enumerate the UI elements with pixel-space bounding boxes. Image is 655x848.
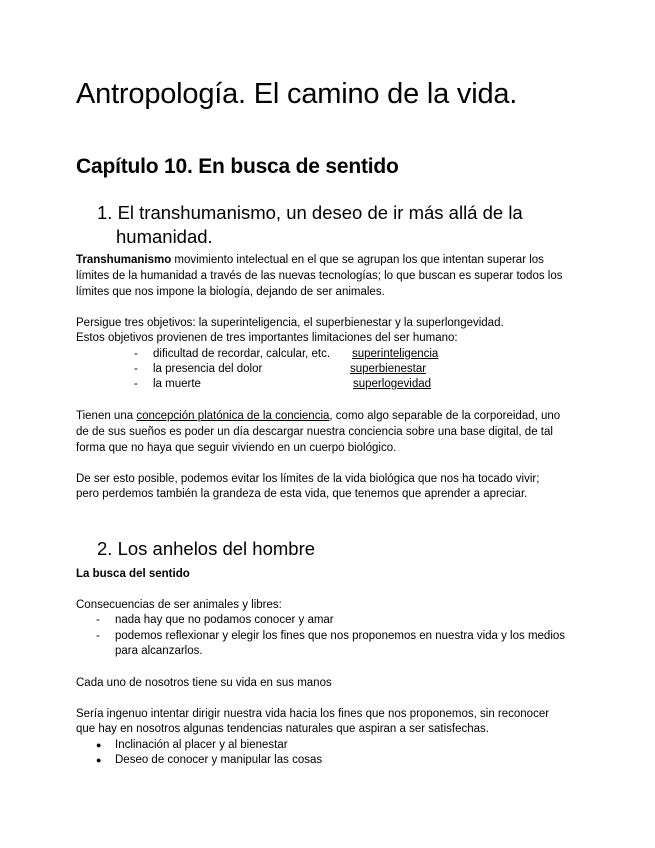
limitation-dash: - (134, 363, 138, 375)
bullet-icon: ● (96, 755, 102, 765)
naive-line2: que hay en nosotros algunas tendencias naturales que aspiran a ser satisfechas. (76, 723, 489, 735)
tendency-item: Deseo de conocer y manipular las cosas (115, 754, 323, 766)
section2-heading: 2. Los anhelos del hombre (97, 538, 316, 559)
limitation-goal: superbienestar (350, 363, 427, 375)
limitation-text: la presencia del dolor (153, 363, 263, 375)
definition-text: movimiento intelectual en el que se agrupan los que intentan superar los (171, 254, 544, 266)
platonic-line1 (76, 408, 560, 424)
limitation-text: la muerte (153, 378, 201, 390)
platonic-pre: Tienen una (76, 410, 137, 422)
section1-heading-line1: 1. El transhumanismo, un deseo de ir más allá de la (97, 202, 523, 223)
definition-term: Transhumanismo (76, 254, 172, 266)
definition-line3: límites que nos impone la biología, dejando de ser animales. (76, 286, 385, 298)
chapter-heading: Capítulo 10. En busca de sentido (76, 155, 399, 178)
platonic-line2: de de sus sueños es poder un día descargar nuestra conciencia sobre una base digital, de tal (76, 426, 553, 438)
consequences-intro: Consecuencias de ser animales y libres: (76, 599, 282, 611)
limitation-goal: superlogevidad (353, 378, 432, 390)
platonic-concept: concepción platónica de la conciencia (136, 410, 330, 422)
limitation-text: dificultad de recordar, calcular, etc. (153, 348, 331, 360)
platonic-line3: forma que no haya que seguir viviendo en un cuerpo biológico. (76, 442, 397, 454)
possible-line2: pero perdemos también la grandeza de esta vida, que tenemos que aprender a apreciar. (76, 488, 528, 500)
limitation-goal: superinteligencia (352, 348, 439, 360)
platonic-post: , como algo separable de la corporeidad, uno (329, 410, 561, 422)
own-hands-line: Cada uno de nosotros tiene su vida en sus manos (76, 677, 332, 689)
objectives-line2: Estos objetivos provienen de tres importantes limitaciones del ser humano: (76, 332, 458, 344)
objectives-line1: Persigue tres objetivos: la superinteligencia, el superbienestar y la superlongevidad. (76, 317, 504, 329)
section2-subheading: La busca del sentido (76, 568, 190, 580)
section1-heading-line2: humanidad. (116, 226, 213, 247)
possible-line1: De ser esto posible, podemos evitar los límites de la vida biológica que nos ha tocado vivir; (76, 473, 540, 485)
consequence-dash: - (96, 630, 100, 642)
limitation-dash: - (134, 378, 138, 390)
consequence-dash: - (96, 614, 100, 626)
tendency-item: Inclinación al placer y al bienestar (115, 739, 288, 751)
definition-line2: límites de la humanidad a través de las nuevas tecnologías; lo que buscan es superar todos los (76, 270, 563, 282)
consequence-text: podemos reflexionar y elegir los fines que nos proponemos en nuestra vida y los medios (115, 630, 566, 642)
definition-line1 (76, 252, 544, 268)
bullet-icon: ● (96, 740, 102, 750)
consequence-text-cont: para alcanzarlos. (115, 645, 203, 657)
document-title: Antropología. El camino de la vida. (76, 78, 518, 110)
consequence-text: nada hay que no podamos conocer y amar (115, 614, 334, 626)
limitation-dash: - (134, 348, 138, 360)
naive-line1: Sería ingenuo intentar dirigir nuestra vida hacia los fines que nos proponemos, sin reconocer (76, 708, 550, 720)
